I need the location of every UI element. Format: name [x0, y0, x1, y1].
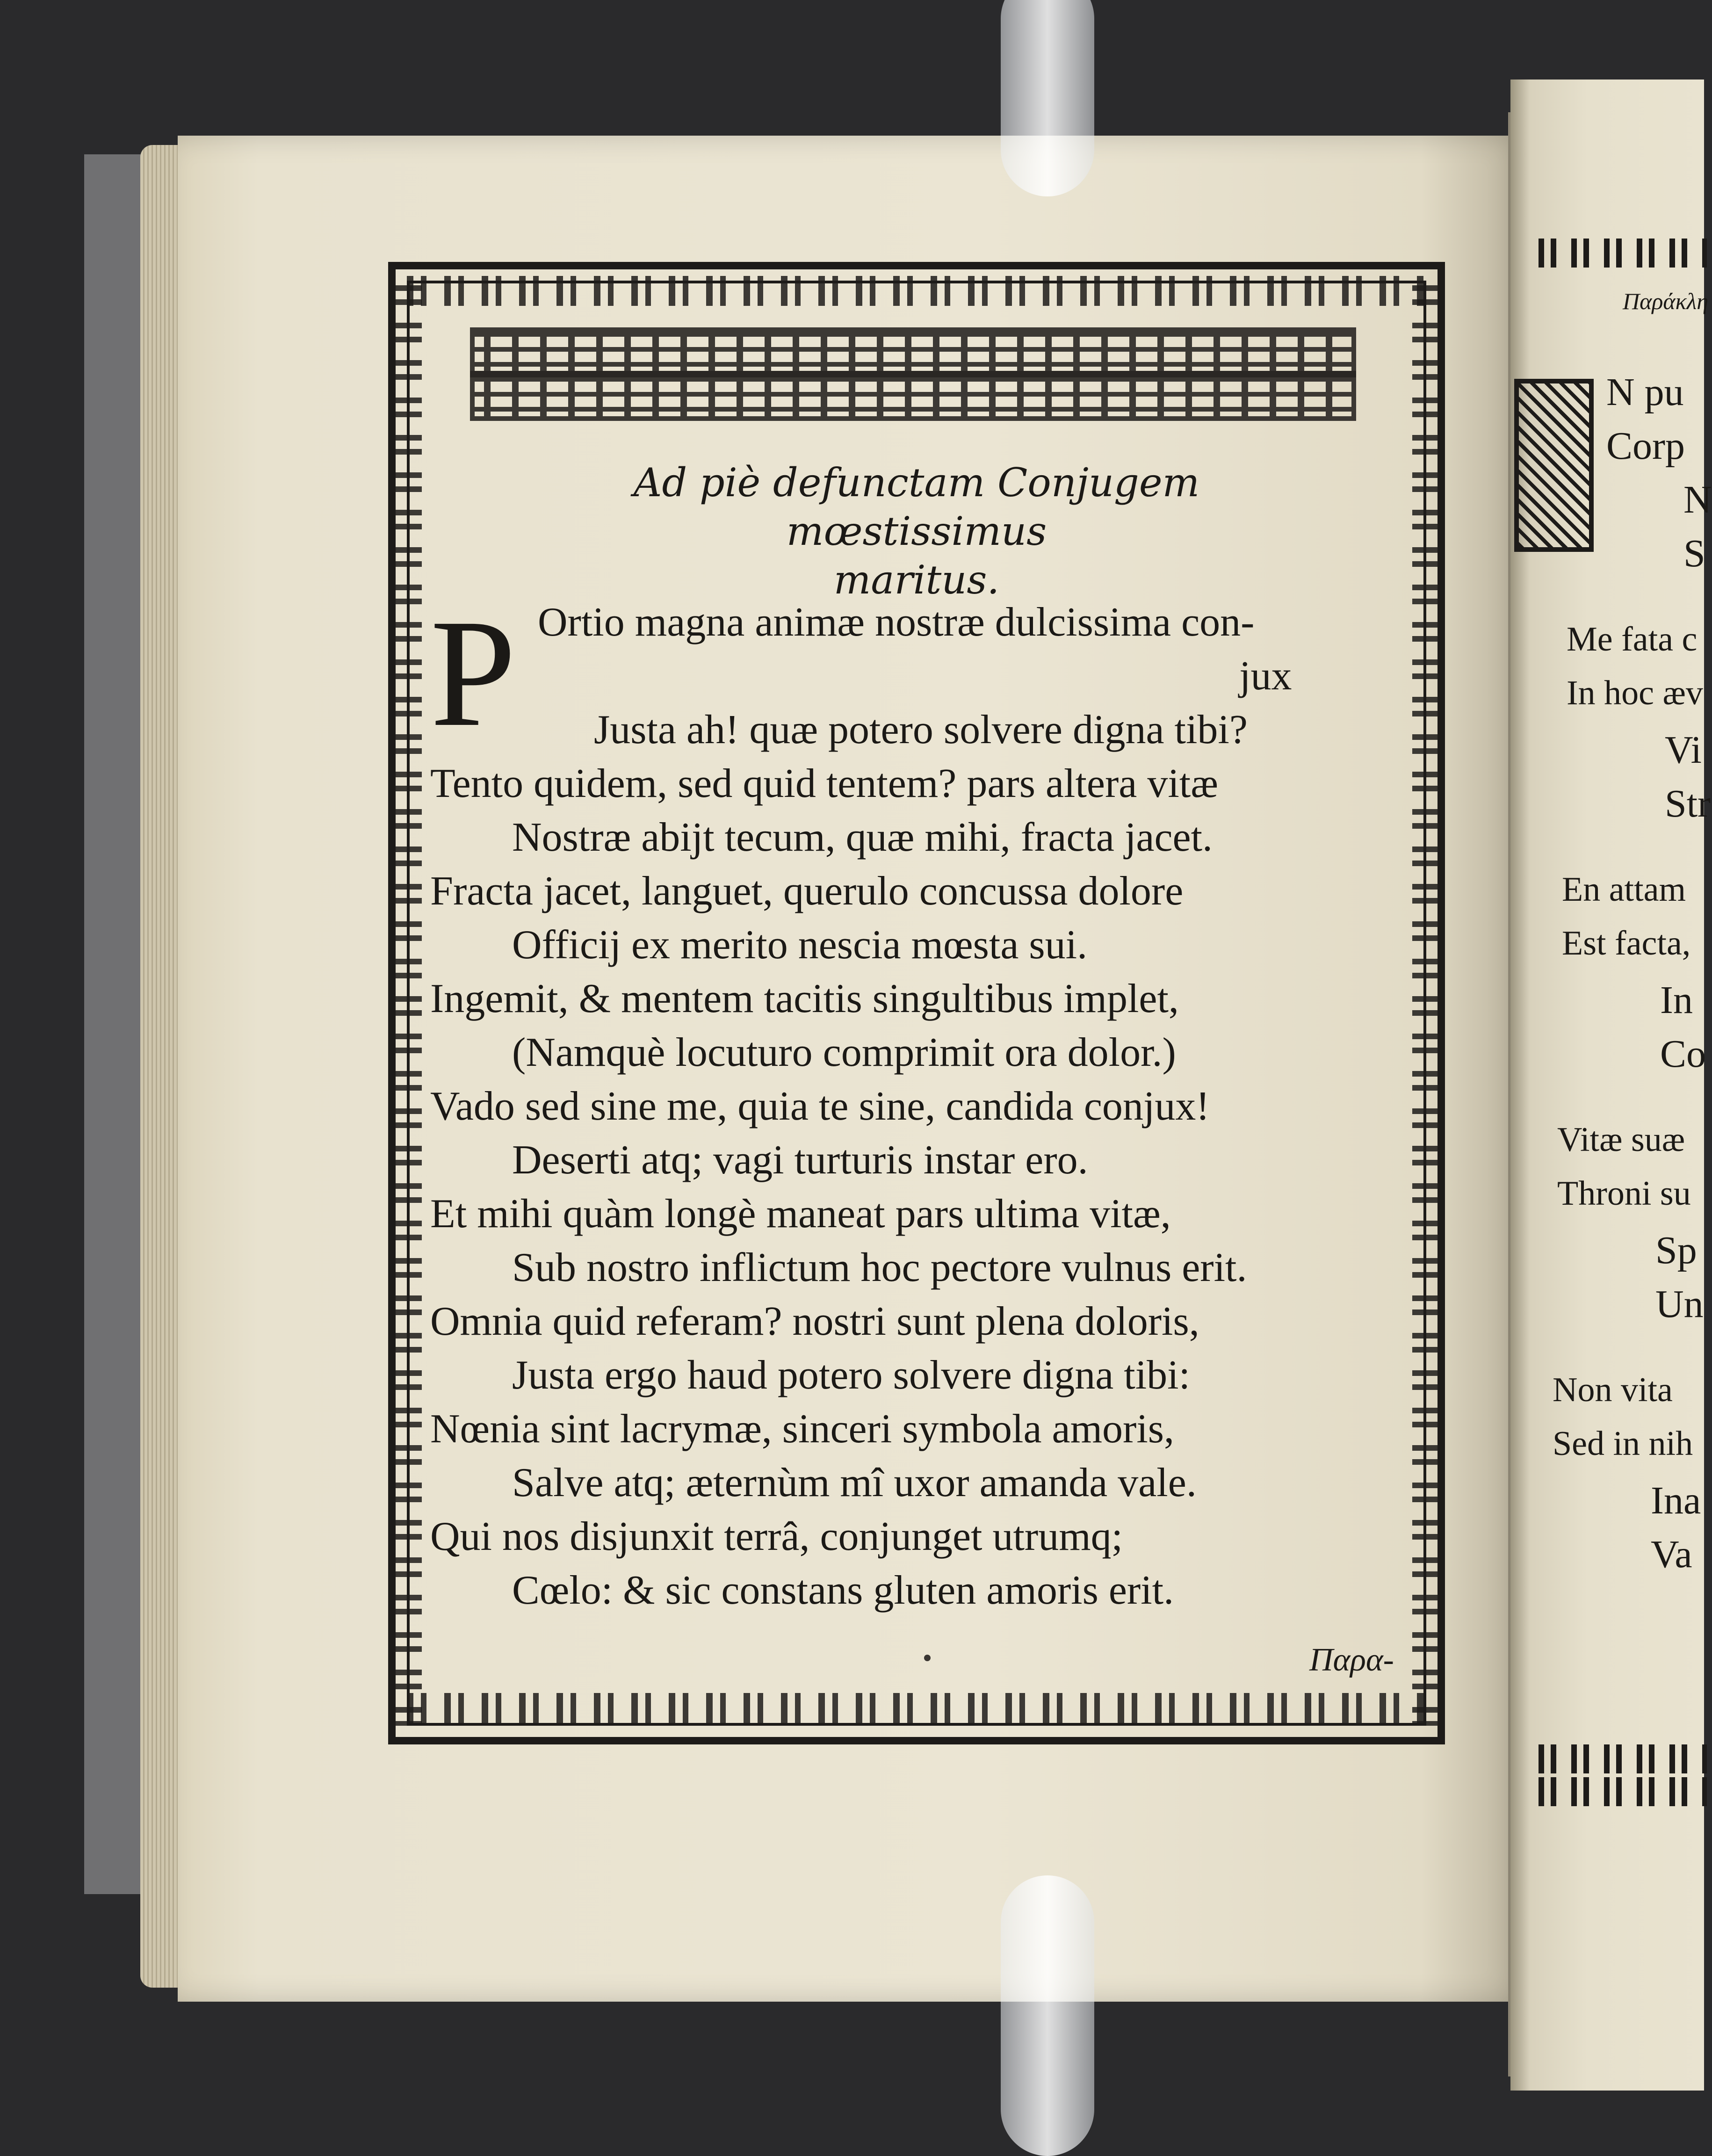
right-line: N: [1683, 478, 1712, 521]
poem-line: Deserti atq; vagi turturis instar ero.: [512, 1137, 1088, 1183]
right-line: Est facta,: [1562, 924, 1691, 962]
right-line: S: [1683, 532, 1705, 575]
right-line: Sed in nih: [1553, 1425, 1693, 1463]
poem-line: (Namquè locuturo comprimit ora dolor.): [512, 1030, 1176, 1075]
poem-line: Officij ex merito nescia mœsta sui.: [512, 922, 1088, 968]
right-page: [1510, 80, 1712, 2091]
right-line: Throni su: [1557, 1174, 1691, 1213]
poem-line: Nœnia sint lacrymæ, sinceri symbola amoris,: [430, 1406, 1175, 1452]
right-ornamental-border-top: [1539, 239, 1707, 268]
poem-line: Ingemit, & mentem tacitis singultibus implet,: [430, 976, 1179, 1021]
right-line: En attam: [1562, 870, 1686, 909]
poem-line: Salve atq; æternùm mî uxor amanda vale.: [512, 1460, 1197, 1505]
right-line: Sp: [1655, 1229, 1697, 1272]
right-ornamental-border-bottom: [1539, 1744, 1707, 1773]
right-ornamental-border-bottom-2: [1539, 1777, 1707, 1806]
right-line: Va: [1651, 1533, 1692, 1576]
poem-line: Tento quidem, sed quid tentem? pars altera vitæ: [430, 761, 1218, 806]
right-line: Me fata c: [1567, 620, 1698, 658]
poem-line: jux: [1239, 653, 1292, 699]
poem-line: Et mihi quàm longè maneat pars ultima vitæ,: [430, 1191, 1171, 1237]
right-line: In hoc æv: [1567, 674, 1703, 712]
poem-line: Sub nostro inflictum hoc pectore vulnus erit.: [512, 1245, 1247, 1290]
right-line: Ina: [1651, 1479, 1701, 1522]
poem-line: Qui nos disjunxit terrâ, conjunget utrumq;: [430, 1514, 1123, 1559]
poem-line: Cœlo: & sic constans gluten amoris erit.: [512, 1568, 1174, 1613]
poem-line: Omnia quid referam? nostri sunt plena doloris,: [430, 1299, 1199, 1344]
right-line: Str: [1665, 782, 1711, 825]
right-line: Vitæ suæ: [1557, 1121, 1685, 1159]
poem-title-line-2: maritus.: [833, 557, 1000, 603]
poem-title: [524, 458, 1309, 604]
right-line: Co: [1660, 1032, 1706, 1076]
poem-line: Nostræ abijt tecum, quæ mihi, fracta jacet.: [512, 815, 1213, 860]
right-ornamental-initial: [1514, 379, 1594, 552]
printer-mark: [924, 1655, 931, 1661]
right-line: Corp: [1606, 424, 1685, 468]
headpiece-divider: [470, 371, 1356, 377]
poem-line: Justa ergo haud potero solvere digna tibi:: [512, 1353, 1191, 1398]
poem-line: Justa ah! quæ potero solvere digna tibi?: [594, 707, 1248, 752]
catchword: Παρα-: [1309, 1642, 1394, 1678]
page-holder-clip-bottom: [1001, 1875, 1094, 2156]
right-line: Un: [1655, 1282, 1704, 1326]
poem-line: Vado sed sine me, quia te sine, candida conjux!: [430, 1084, 1210, 1129]
poem-title-line-1: Ad piè defunctam Conjugem mœstissimus: [633, 460, 1200, 554]
right-line: In: [1660, 978, 1693, 1022]
page-holder-clip-top: [1001, 0, 1094, 196]
drop-cap: P: [430, 588, 516, 759]
right-line: Non vita: [1553, 1371, 1673, 1409]
right-page-header: Παράκλη: [1623, 288, 1709, 314]
poem-line: Fracta jacet, languet, querulo concussa dolore: [430, 868, 1184, 914]
right-line: N pu: [1606, 370, 1684, 414]
right-line: Vi: [1665, 728, 1702, 772]
poem-line: Ortio magna animæ nostræ dulcissima con-: [538, 600, 1255, 645]
